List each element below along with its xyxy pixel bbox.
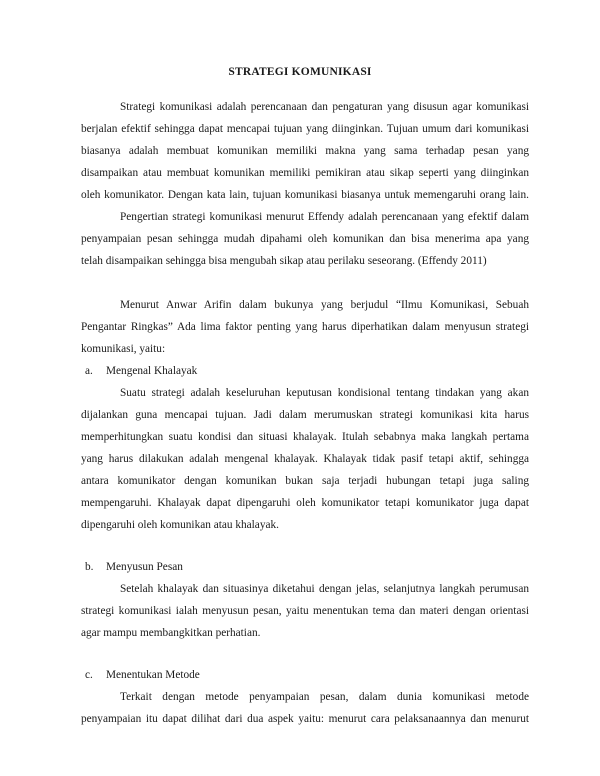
paragraph-line: oleh komunikator. Dengan kata lain, tujuan komunikasi biasanya untuk memengaruhi orang lain. xyxy=(81,189,529,201)
paragraph-line: biasanya adalah membuat komunikan memiliki makna yang sama terhadap pesan yang xyxy=(81,145,529,157)
paragraph-line: Terkait dengan metode penyampaian pesan, dalam dunia komunikasi metode xyxy=(120,691,529,703)
paragraph-line: agar mampu membangkitkan perhatian. xyxy=(81,627,261,639)
paragraph-line: antara komunikator dengan komunikan bukan saja terjadi hubungan tetapi juga saling xyxy=(81,475,529,487)
paragraph-line: dipengaruhi oleh komunikan atau khalayak. xyxy=(81,519,279,531)
list-marker-c: c. xyxy=(85,669,93,681)
list-heading-a: Mengenal Khalayak xyxy=(106,365,198,377)
paragraph-line: penyampaian pesan sehingga mudah dipahami oleh komunikan dan bisa menerima apa yang xyxy=(81,233,529,245)
paragraph-line: Suatu strategi adalah keseluruhan keputusan kondisional tentang tindakan yang akan xyxy=(120,387,529,399)
paragraph-line: penyampaian itu dapat dilihat dari dua aspek yaitu: menurut cara pelaksanaannya dan menurut xyxy=(81,713,529,725)
document-title: STRATEGI KOMUNIKASI xyxy=(228,66,372,78)
paragraph-line: dijalankan guna mencapai tujuan. Jadi dalam merumuskan strategi komunikasi kita harus xyxy=(81,409,529,421)
list-marker-b: b. xyxy=(85,561,94,573)
paragraph-line: yang harus dilakukan adalah mengenal khalayak. Khalayak tidak pasif tetapi aktif, sehingga xyxy=(81,453,529,465)
paragraph-line: Strategi komunikasi adalah perencanaan dan pengaturan yang disusun agar komunikasi xyxy=(120,101,529,113)
paragraph-line: memperhitungkan suatu kondisi dan situasi khalayak. Itulah sebabnya maka langkah pertama xyxy=(81,431,529,443)
paragraph-line: telah disampaikan sehingga bisa mengubah sikap atau perilaku seseorang. (Effendy 2011) xyxy=(81,255,487,267)
paragraph-line: strategi komunikasi ialah menyusun pesan, yaitu menentukan tema dan materi dengan orientasi xyxy=(81,605,529,617)
paragraph-line: komunikasi, yaitu: xyxy=(81,343,166,355)
paragraph-line: Pengertian strategi komunikasi menurut Effendy adalah perencanaan yang efektif dalam xyxy=(120,211,529,223)
paragraph-line: Setelah khalayak dan situasinya diketahui dengan jelas, selanjutnya langkah perumusan xyxy=(120,583,529,595)
list-marker-a: a. xyxy=(85,365,93,377)
list-heading-c: Menentukan Metode xyxy=(106,669,200,681)
paragraph-line: mempengaruhi. Khalayak dapat dipengaruhi oleh komunikator tetapi komunikator juga dapat xyxy=(81,497,529,509)
paragraph-line: berjalan efektif sehingga dapat mencapai tujuan yang diinginkan. Tujuan umum dari komunikasi xyxy=(81,123,529,135)
paragraph-line: Menurut Anwar Arifin dalam bukunya yang berjudul “Ilmu Komunikasi, Sebuah xyxy=(120,299,529,311)
list-heading-b: Menyusun Pesan xyxy=(106,561,183,573)
paragraph-line: disampaikan atau membuat komunikan memiliki pemikiran atau sikap seperti yang diinginkan xyxy=(81,167,529,179)
paragraph-line: Pengantar Ringkas” Ada lima faktor penting yang harus diperhatikan dalam menyusun strategi xyxy=(81,321,529,333)
